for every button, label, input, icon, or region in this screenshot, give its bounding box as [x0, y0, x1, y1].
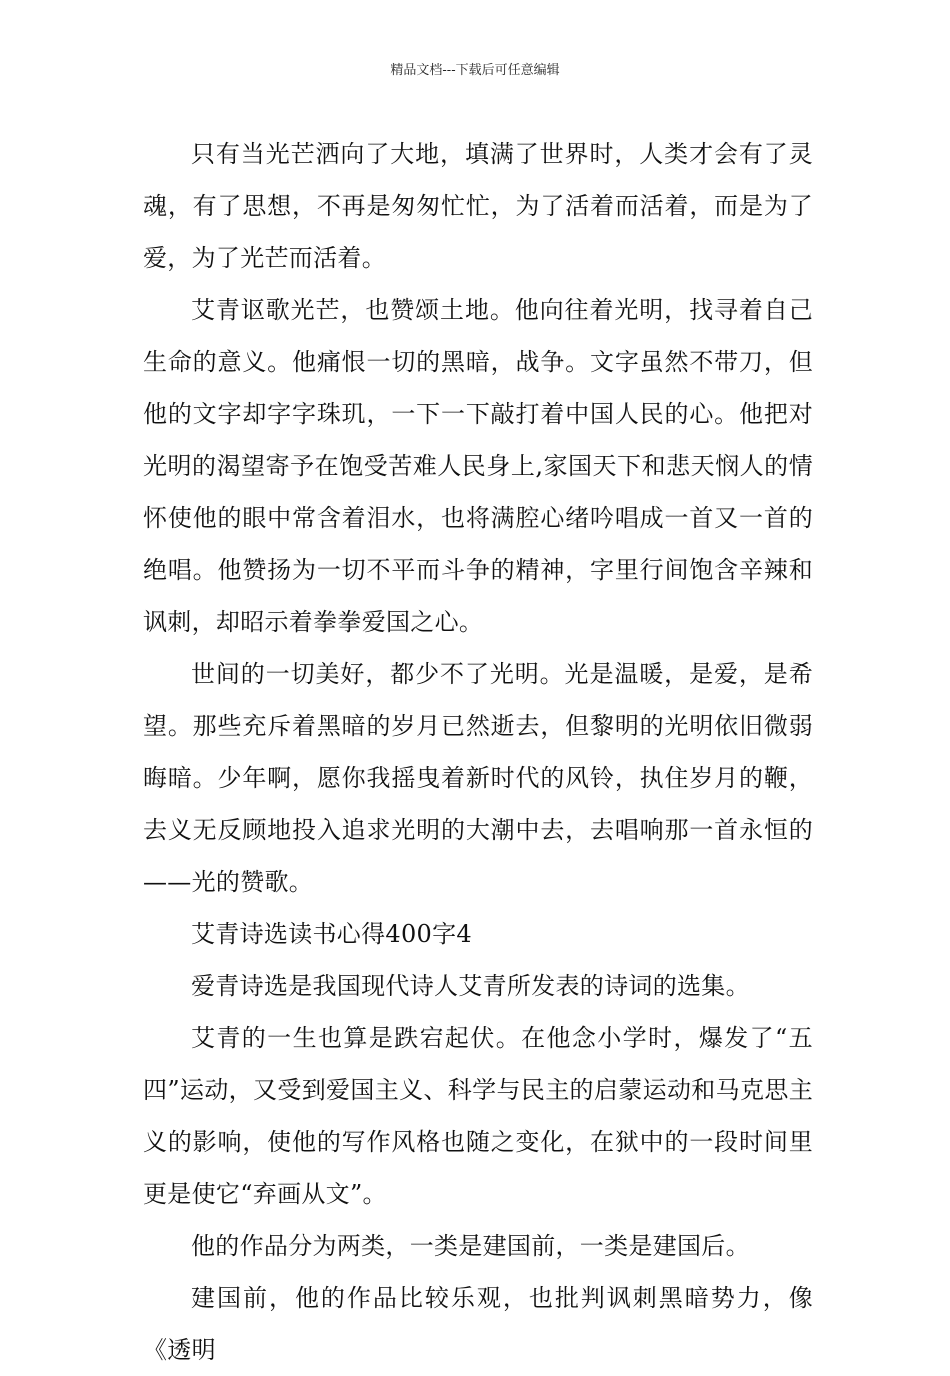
section-heading: 艾青诗选读书心得400字4	[191, 920, 472, 948]
paragraph-8: 建国前，他的作品比较乐观，也批判讽刺黑暗势力，像《透明	[143, 1284, 813, 1364]
paragraph-1: 只有当光芒洒向了大地，填满了世界时，人类才会有了灵魂，有了思想，不再是匆匆忙忙，为了活着而活着，而是为了爱，为了光芒而活着。	[143, 140, 813, 272]
paragraph-7: 他的作品分为两类，一类是建国前，一类是建国后。	[191, 1232, 750, 1260]
paragraph-6: 艾青的一生也算是跌宕起伏。在他念小学时，爆发了“五四”运动，又受到爱国主义、科学与民主的启蒙运动和马克思主义的影响，使他的写作风格也随之变化，在狱中的一段时间里更是使它“弃画从文”。	[143, 1024, 813, 1208]
paragraph-5: 爱青诗选是我国现代诗人艾青所发表的诗词的选集。	[191, 972, 750, 1000]
document-body	[143, 128, 813, 1376]
paragraph-2: 艾青讴歌光芒，也赞颂土地。他向往着光明，找寻着自己生命的意义。他痛恨一切的黑暗，战争。文字虽然不带刀，但他的文字却字字珠玑，一下一下敲打着中国人民的心。他把对光明的渴望寄予在饱受苦难人民身上,家国天下和悲天悯人的情怀使他的眼中常含着泪水，也将满腔心绪吟唱成一首又一首的绝唱。他赞扬为一切不平而斗争的精神，字里行间饱含辛辣和讽刺，却昭示着拳拳爱国之心。	[143, 296, 813, 636]
paragraph-3: 世间的一切美好，都少不了光明。光是温暖，是爱，是希望。那些充斥着黑暗的岁月已然逝去，但黎明的光明依旧微弱晦暗。少年啊，愿你我摇曳着新时代的风铃，执住岁月的鞭，去义无反顾地投入追求光明的大潮中去，去唱响那一首永恒的——光的赞歌。	[143, 660, 813, 896]
page-header: 精品文档---下载后可任意编辑	[390, 63, 560, 78]
